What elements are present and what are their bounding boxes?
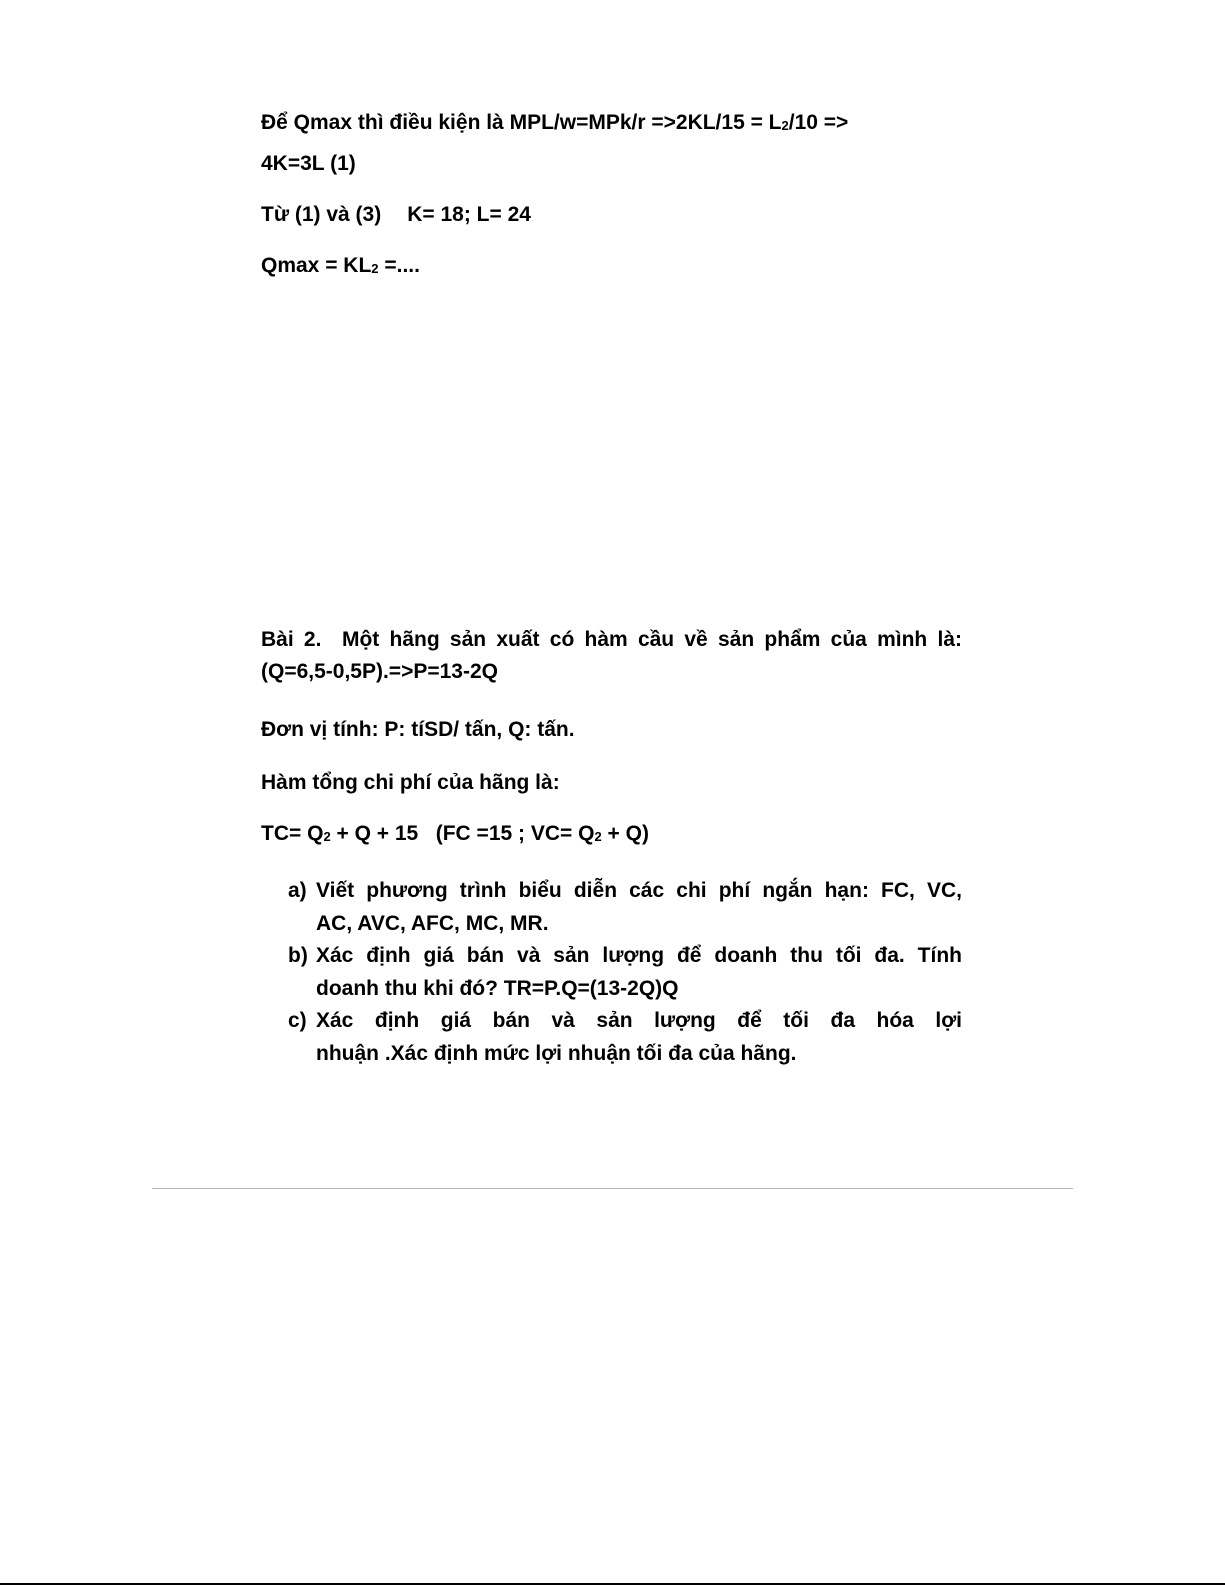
units-line: Đơn vị tính: P: tíSD/ tấn, Q: tấn. [261,718,575,741]
tc-part-a: TC= Q [261,822,324,845]
problem-text: Một hãng sản xuất có hàm cầu về sản phẩm của mình là: (Q=6,5-0,5P).=>P=13-2Q [261,628,963,683]
list-item-text [316,1005,962,1070]
item-text-line-2: doanh thu khi đó? TR=P.Q=(13-2Q)Q [316,976,679,1000]
qmax-line [261,250,420,285]
condition-text: Để Qmax thì điều kiện là MPL/w=MPk/r =>2KL/15 = L [261,111,782,134]
solution-line [261,199,531,231]
list-item [288,1005,962,1070]
qmax-prefix: Qmax = KL [261,254,372,277]
item-text-line-2: nhuận .Xác định mức lợi nhuận tối đa của hãng. [316,1041,797,1065]
tc-formula [261,818,649,853]
item-text-line-2: AC, AVC, AFC, MC, MR. [316,911,549,935]
condition-line-2: 4K=3L (1) [261,152,356,175]
list-item [288,940,962,1005]
tc-part-b: + Q + 15 (FC =15 ; VC= Q [330,822,595,845]
list-item [288,875,962,940]
tc-subscript-2: 2 [594,829,602,844]
tc-part-c: + Q) [601,822,649,845]
page-divider [152,1188,1073,1189]
condition-subscript: 2 [781,118,789,133]
item-text-line-1: Xác định giá bán và sản lượng để tối đa hóa lợi [316,1009,962,1032]
from-result: K= 18; L= 24 [407,203,531,226]
list-marker: c) [288,1009,307,1032]
cost-intro: Hàm tổng chi phí của hãng là: [261,771,560,794]
problem-statement [261,624,962,688]
problem-title: Bài 2. [261,628,322,651]
list-marker: b) [288,944,308,967]
list-marker: a) [288,879,307,902]
qmax-subscript: 2 [371,261,379,276]
item-text-line-1: Xác định giá bán và sản lượng để doanh thu tối đa. Tính [316,944,962,967]
list-item-text [316,940,962,1005]
list-item-text [316,875,962,940]
condition-tail: /10 => [788,111,849,134]
condition-line-1 [261,107,848,142]
from-label: Từ (1) và (3) [261,203,382,226]
tc-subscript-1: 2 [323,829,331,844]
item-text-line-1: Viết phương trình biểu diễn các chi phí ngắn hạn: FC, VC, [316,879,962,902]
question-list [288,875,962,1070]
qmax-tail: =.... [378,254,420,277]
